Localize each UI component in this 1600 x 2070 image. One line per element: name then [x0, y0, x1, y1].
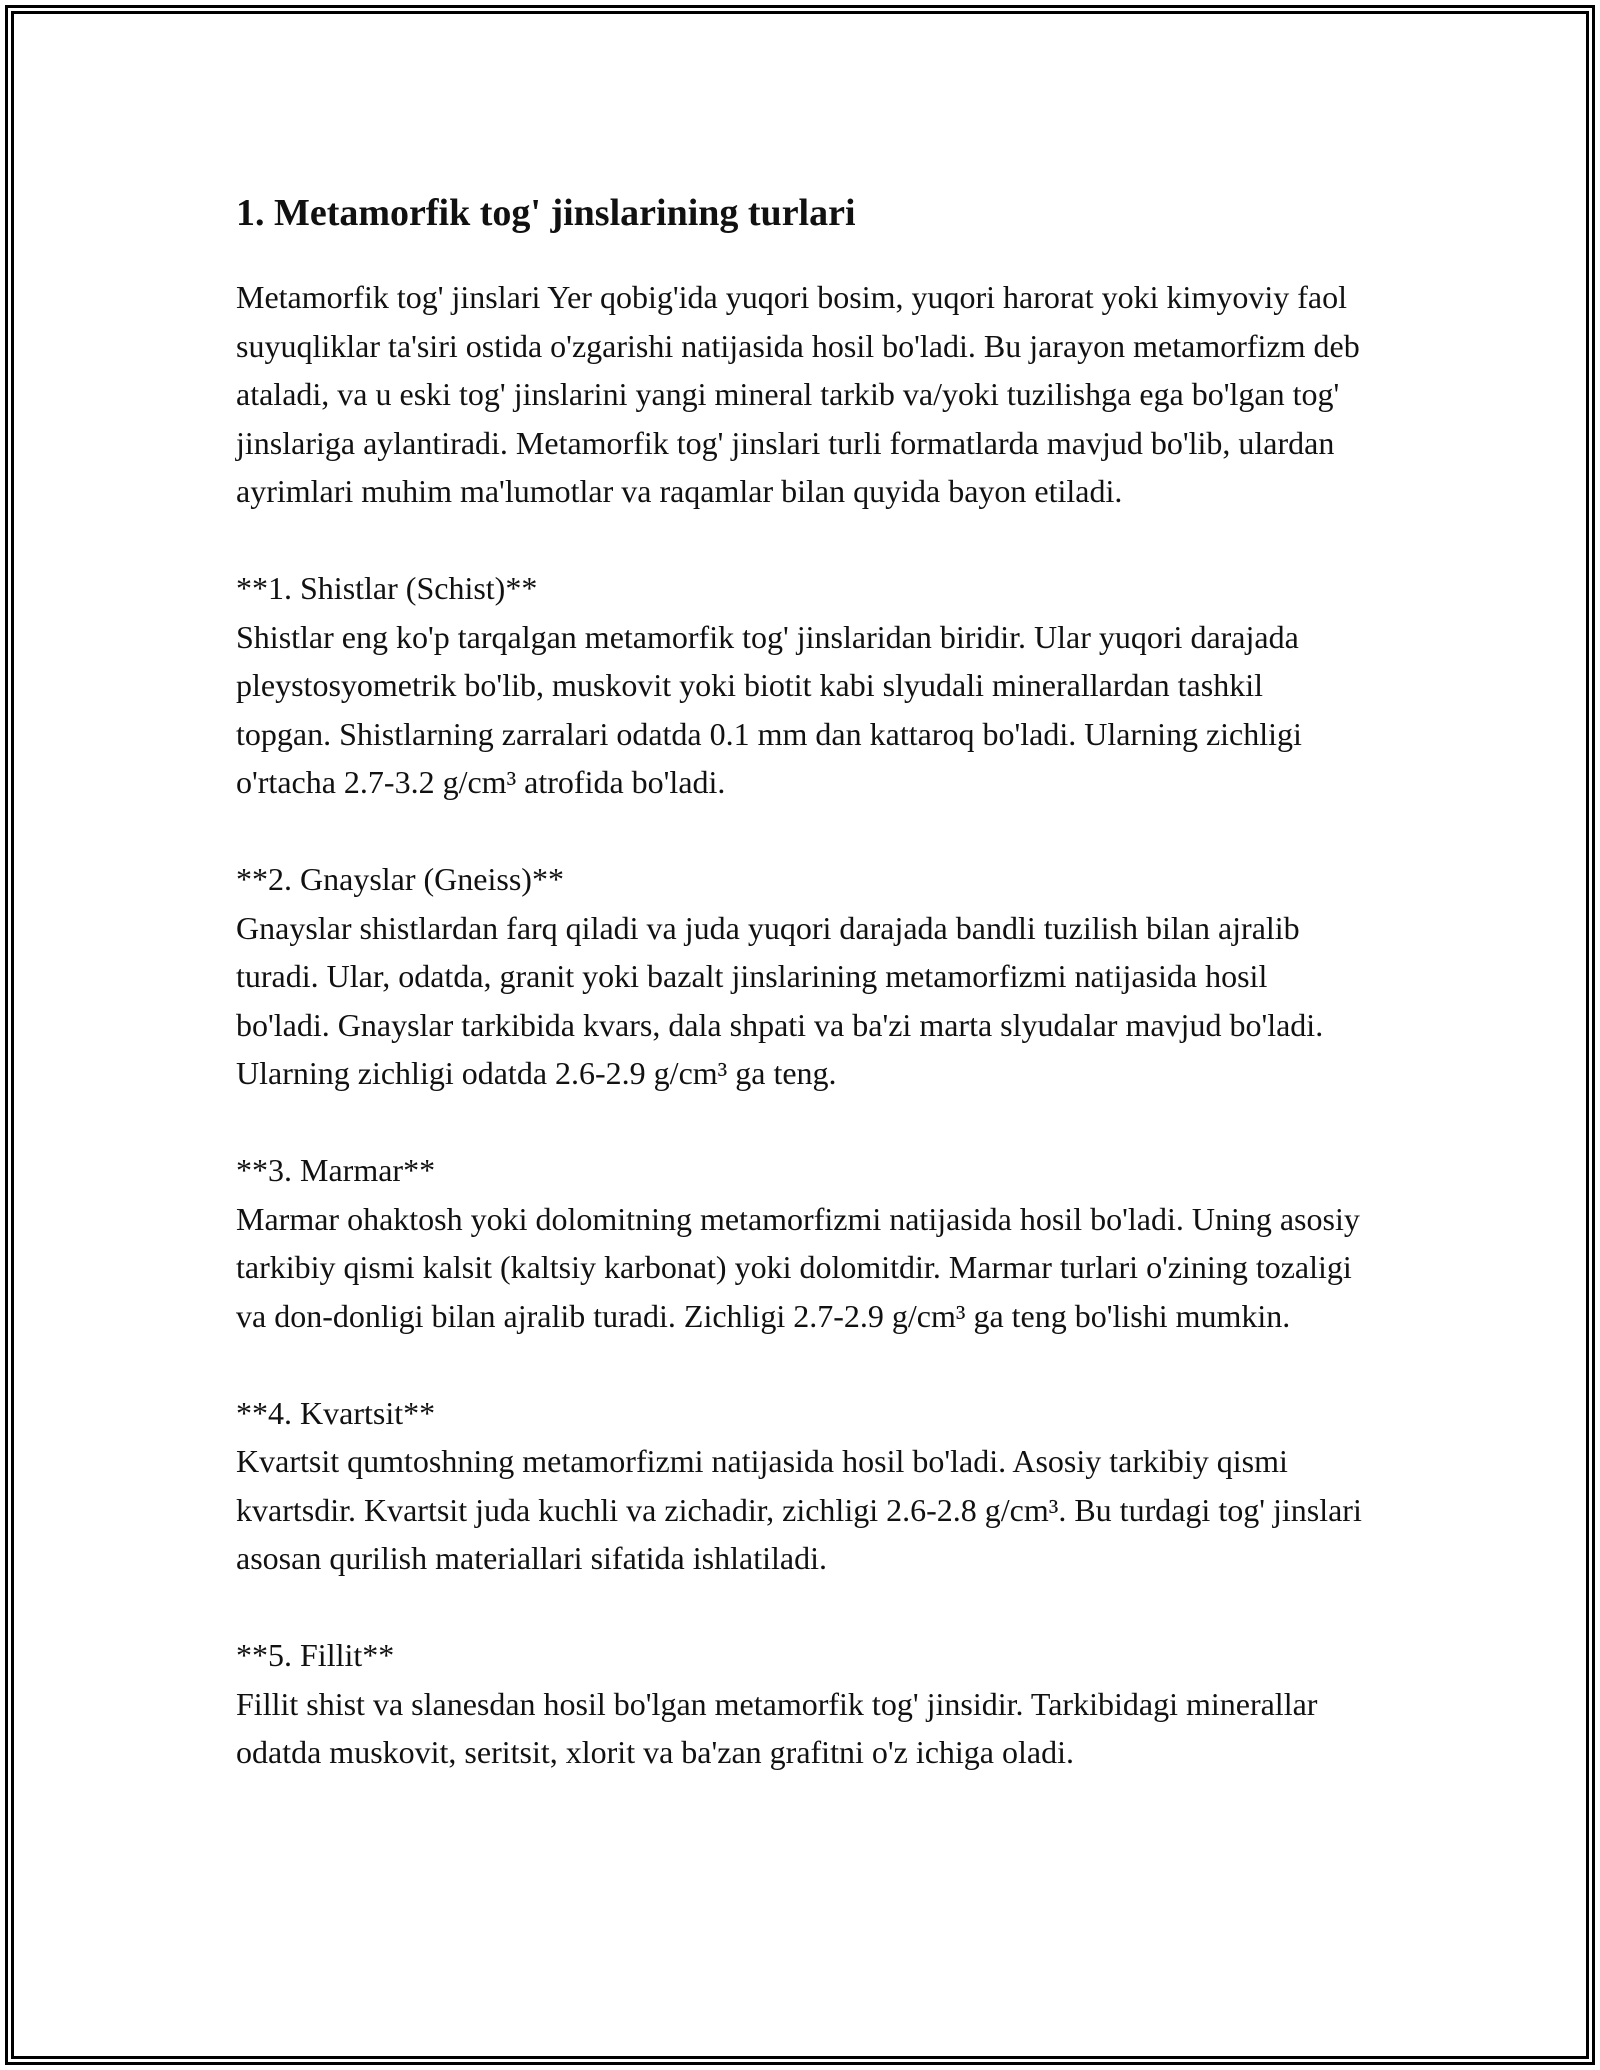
section-body: Shistlar eng ko'p tarqalgan metamorfik tog' jinslaridan biridir. Ular yuqori darajada pleystosyometrik bo'lib, muskovit yoki biotit kabi slyudali minerallardan tashkil topgan. Shistlarning zarralari odatda 0.1 mm dan kattaroq bo'ladi. Ularning zichligi o'rtacha 2.7-3.2 g/cm³ atrofida bo'ladi.	[236, 618, 1302, 800]
section-kvartsit	[236, 1389, 1366, 1583]
section-fillit	[236, 1631, 1366, 1777]
section-heading: **2. Gnayslar (Gneiss)**	[236, 861, 564, 897]
section-shistlar	[236, 564, 1366, 807]
section-gnayslar	[236, 855, 1366, 1098]
section-marmar	[236, 1146, 1366, 1340]
document-title: 1. Metamorfik tog' jinslarining turlari	[236, 192, 856, 234]
section-body: Gnayslar shistlardan farq qiladi va juda yuqori darajada bandli tuzilish bilan ajralib turadi. Ular, odatda, granit yoki bazalt jinslarining metamorfizmi natijasida hosil bo'ladi. Gnayslar tarkibida kvars, dala shpati va ba'zi marta slyudalar mavjud bo'ladi. Ularning zichligi odatda 2.6-2.9 g/cm³ ga teng.	[236, 909, 1324, 1091]
section-heading: **3. Marmar**	[236, 1152, 436, 1188]
section-heading: **4. Kvartsit**	[236, 1394, 436, 1431]
section-body: Marmar ohaktosh yoki dolomitning metamorfizmi natijasida hosil bo'ladi. Uning asosiy tarkibiy qismi kalsit (kaltsiy karbonat) yoki dolomitdir. Marmar turlari o'zining tozaligi va don-donligi bilan ajralib turadi. Zichligi 2.7-2.9 g/cm³ ga teng bo'lishi mumkin.	[236, 1200, 1360, 1334]
section-heading: **5. Fillit**	[236, 1637, 395, 1673]
intro-paragraph: Metamorfik tog' jinslari Yer qobig'ida yuqori bosim, yuqori harorat yoki kimyoviy faol suyuqliklar ta'siri ostida o'zgarishi natijasida hosil bo'ladi. Bu jarayon metamorfizm deb ataladi, va u eski tog' jinslarini yangi mineral tarkib va/yoki tuzilishga ega bo'lgan tog' jinslariga aylantiradi. Metamorfik tog' jinslari turli formatlarda mavjud bo'lib, ulardan ayrimlari muhim ma'lumotlar va raqamlar bilan quyida bayon etiladi.	[236, 279, 1360, 509]
section-heading: **1. Shistlar (Schist)**	[236, 570, 538, 606]
section-body: Kvartsit qumtoshning metamorfizmi natijasida hosil bo'ladi. Asosiy tarkibiy qismi kvartsdir. Kvartsit juda kuchli va zichadir, zichligi 2.6-2.8 g/cm³. Bu turdagi tog' jinslari asosan qurilish materiallari sifatida ishlatiladi.	[236, 1443, 1362, 1576]
section-body: Fillit shist va slanesdan hosil bo'lgan metamorfik tog' jinsidir. Tarkibidagi minerallar odatda muskovit, seritsit, xlorit va ba'zan grafitni o'z ichiga oladi.	[236, 1685, 1318, 1770]
document-content	[236, 185, 1366, 1777]
